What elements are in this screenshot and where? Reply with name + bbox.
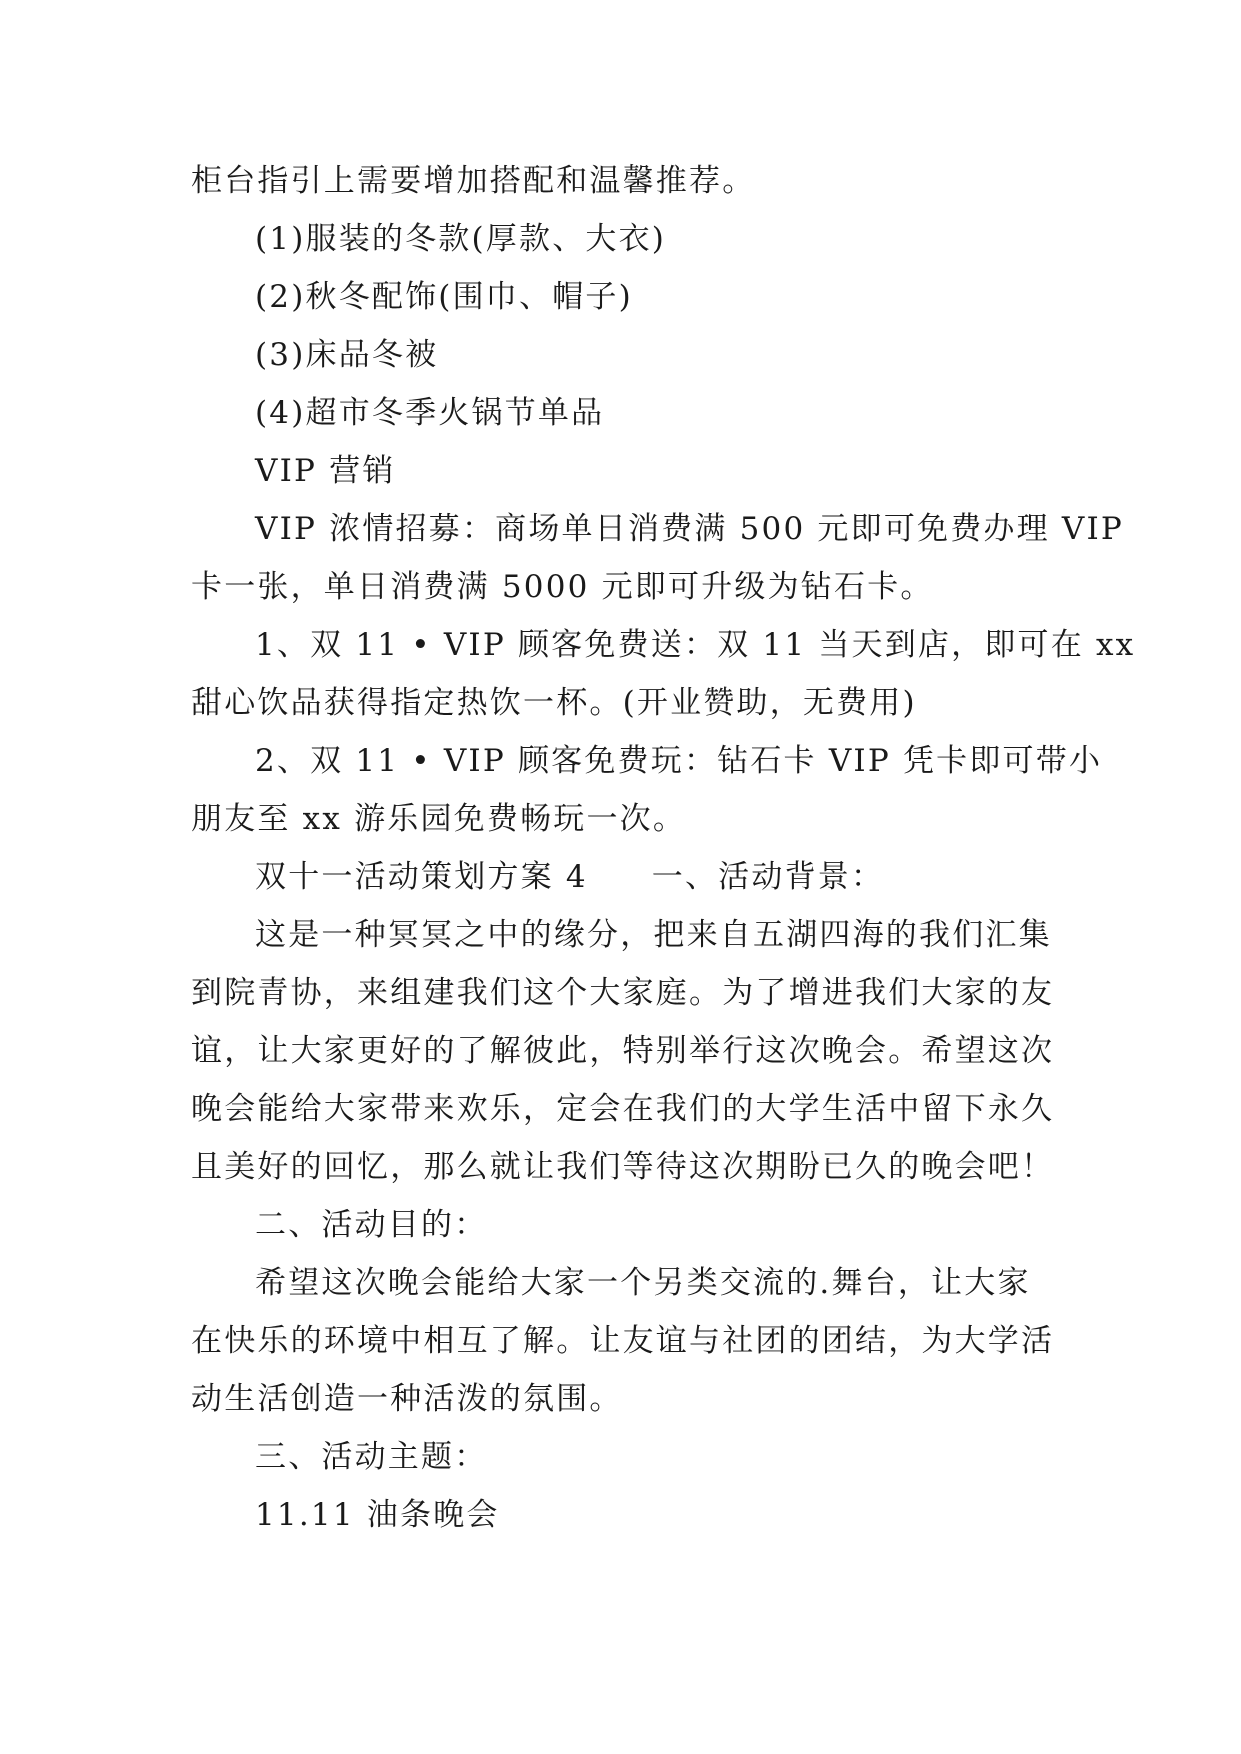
paragraph-line: 且美好的回忆，那么就让我们等待这次期盼已久的晚会吧！ [191,1149,1055,1185]
list-item-2: (2)秋冬配饰(围巾、帽子) [255,279,633,315]
paragraph-line: 晚会能给大家带来欢乐，定会在我们的大学生活中留下永久 [191,1091,1055,1127]
list-item-3: (3)床品冬被 [255,337,439,373]
section-heading-background: 一、活动背景： [651,859,885,895]
paragraph-line: 到院青协，来组建我们这个大家庭。为了增进我们大家的友 [191,975,1055,1011]
paragraph-line: 卡一张，单日消费满 5000 元即可升级为钻石卡。 [191,569,934,605]
section-heading-theme: 三、活动主题： [255,1439,488,1475]
paragraph-line: 朋友至 xx 游乐园免费畅玩一次。 [191,801,687,837]
document-body [191,152,1136,1544]
section-title-line [191,848,1051,906]
list-item-1: (1)服装的冬款(厚款、大衣) [255,221,667,257]
paragraph-line: 动生活创造一种活泼的氛围。 [191,1381,623,1417]
paragraph-line: 2、双 11 • VIP 顾客免费玩：钻石卡 VIP 凭卡即可带小 [255,743,1103,779]
paragraph-line: 这是一种冥冥之中的缘分，把来自五湖四海的我们汇集 [255,917,1052,953]
paragraph-line: VIP 浓情招募：商场单日消费满 500 元即可免费办理 VIP [255,511,1124,547]
paragraph-line: 柜台指引上需要增加搭配和温馨推荐。 [191,163,756,199]
paragraph-line: 在快乐的环境中相互了解。让友谊与社团的团结，为大学活 [191,1323,1055,1359]
section-heading-purpose: 二、活动目的： [255,1207,488,1243]
paragraph-line: 希望这次晚会能给大家一个另类交流的.舞台，让大家 [255,1265,1031,1301]
theme-text: 11.11 油条晚会 [255,1497,500,1533]
paragraph-line: 1、双 11 • VIP 顾客免费送：双 11 当天到店，即可在 xx [255,627,1136,663]
paragraph-line: 谊，让大家更好的了解彼此，特别举行这次晚会。希望这次 [191,1033,1055,1069]
paragraph-line: 甜心饮品获得指定热饮一杯。(开业赞助，无费用) [191,685,917,721]
plan-title: 双十一活动策划方案 4 [255,859,588,895]
section-heading-vip: VIP 营销 [255,453,396,489]
list-item-4: (4)超市冬季火锅节单品 [255,395,605,431]
